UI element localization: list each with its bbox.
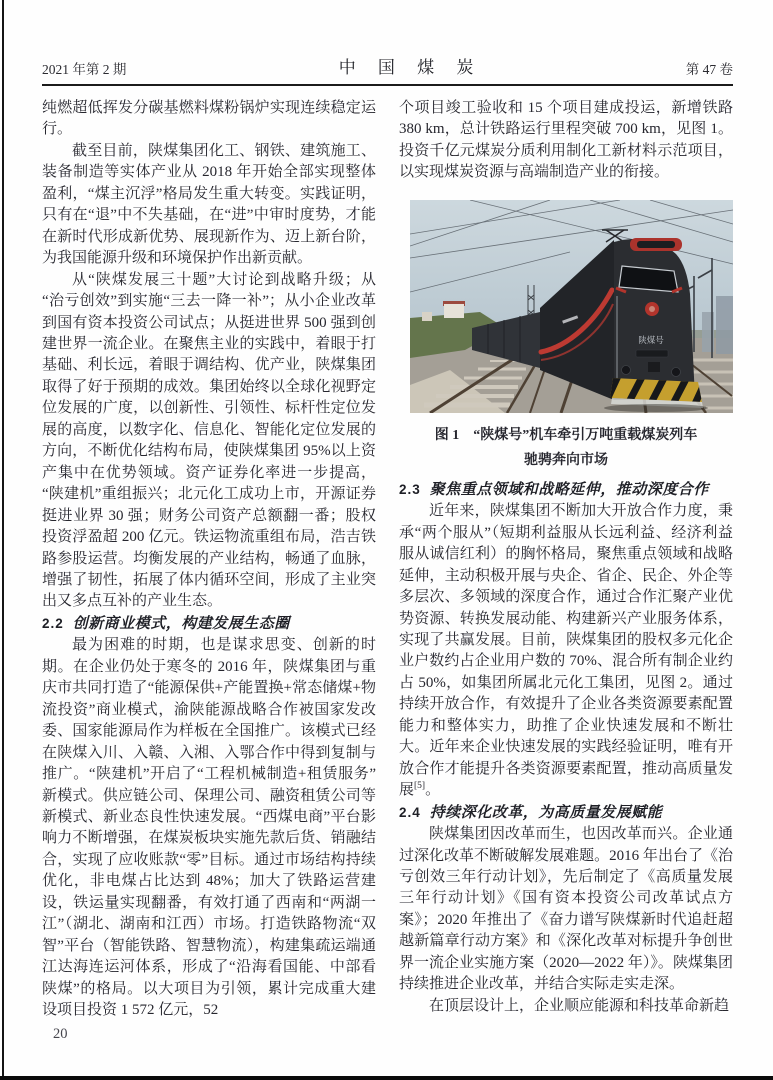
left-column <box>42 98 376 1021</box>
right-column <box>399 98 733 1017</box>
header-volume: 第 47 卷 <box>685 62 733 77</box>
right-column-top <box>399 98 733 184</box>
section-number: 2.3 <box>399 481 421 497</box>
paragraph: 陕煤集团因改革而生，也因改革而兴。企业通过深化改革不断破解发展难题。2016 年出台了《治亏创效三年行动计划》，先后制定了《高质量发展三年行动计划》《国有资本投资公司改革试点方案》；2020 年推出了《奋力谱写陕煤新时代追赶超越新篇章行动方案》和《深化改革对标提升争创世界一流企业实施方案（2020—2022 年）》。陕煤集团持续推进企业改革，并结合实际走实走深。 <box>399 826 733 993</box>
loco-name-label: 陕煤号 <box>638 334 664 345</box>
paragraph: 近年来，陕煤集团不断加大开放合作力度，秉承“两个服从”（短期利益服从长远利益、经济利益服从诚信红利）的胸怀格局，聚焦重点领域和战略延伸，主动积极开展与央企、省企、民企、外企等多层次、多领域的深度合作，通过合作汇聚产业优势资源、转换发展动能、构建新兴产业服务体系，实现了共赢发展。目前，陕煤集团的股权多元化企业户数约占企业用户数的 70%、混合所有制企业约占 50%，如集团所属北元化工集团，见图 2。通过持续开放合作，有效提升了企业各类资源要素配置能力和整体实力，助推了企业快速发展和不断壮大。近年来企业快速发展的实践经验证明，唯有开放合作才能提升各类资源要素配置，推动高质量发展[5]。 <box>399 503 733 799</box>
section-heading <box>399 479 733 501</box>
train-photo <box>410 200 733 413</box>
section-heading <box>399 802 733 824</box>
figure-caption <box>399 423 733 473</box>
journal-title: 中 国 煤 炭 <box>338 58 483 77</box>
paragraph: 最为困难的时期，也是谋求思变、创新的时期。在企业仍处于寒冬的 2016 年，陕煤集团与重庆市共同打造了“能源保供+产能置换+常态储煤+物流投资”商业模式，渝陕能源战略合作被国家发改委、国家能源局作为样板在全国推广。该模式已经在陕煤入川、入赣、入湘、入鄂合作中得到复制与推广。“陕建机”开启了“工程机械制造+租赁服务”新模式。供应链公司、保理公司、融资租赁公司等新模式、新业态良性快速发展。“西煤电商”平台影响力不断增强，在煤炭板块实施先款后货、销融结合，实现了应收账款“零”目标。通过市场结构持续优化，非电煤占比达到 48%；加大了铁路运营建设，铁运量实现翻番，有效打通了西南和“两湖一江”（湖北、湖南和江西）市场。打造铁路物流“双智”平台（智能铁路、智慧物流），构建集疏运端通江达海连运河体系，形成了“沿海看国能、中部看陕煤”的格局。以大项目为引领，累计完成重大建设项目投资 1 572 亿元，52 <box>42 637 376 1019</box>
small-building <box>444 304 464 318</box>
paragraph: 从“陕煤发展三十题”大讨论到战略升级；从“治亏创效”到实施“三去一降一补”；从小企业改革到国有资本投资公司试点；从挺进世界 500 强到创建世界一流企业。在聚焦主业的实践中，着眼于打基础、利长远，着眼于调结构、优产业，陕煤集团取得了好于预期的成效。集团始终以全球化视野定位发展的广度，以创新性、引领性、标杆性定位发展的高度，以数字化、信息化、智能化定位发展的方向，不断优化结构布局，使陕煤集团 95%以上资产集中在优势领域。资产证券化率进一步提高，“陕建机”重组振兴；北元化工成功上市，开源证券挺进业界 30 强；财务公司资产总额翻一番；股权投资浮盈超 200 亿元。铁运物流重组布局，浩吉铁路参股运营。均衡发展的产业结构，畅通了血脉，增强了韧性，拓展了体内循环空间，形成了主业突出又多点互补的产业生态。 <box>42 271 376 610</box>
paragraph: 在顶层设计上，企业顺应能源和科技革命新趋 <box>429 997 730 1014</box>
paragraph: 截至目前，陕煤集团化工、钢铁、建筑施工、装备制造等实体产业从 2018 年开始全部实现整体盈利，“煤主沉浮”格局发生重大转变。实践证明，只有在“退”中不失基础，在“进”中审时度势，才能在新时代形成新优势、展现新作为、迈上新台阶，为我国能源升级和环境保护作出新贡献。 <box>42 142 376 267</box>
page-number: 20 <box>53 1026 68 1042</box>
paragraph: 个项目竣工验收和 15 个项目建成投运，新增铁路 380 km，总计铁路运行里程突破 700 km，见图 1。投资千亿元煤炭分质利用制化工新材料示范项目，以实现煤炭资源与高端制造产业的衔接。 <box>399 100 733 181</box>
scan-edge-bottom <box>0 1076 773 1080</box>
journal-header <box>42 50 733 86</box>
section-title: 创新商业模式，构建发展生态圈 <box>72 615 290 632</box>
section-number: 2.4 <box>399 804 421 820</box>
citation-marker: [5] <box>414 781 426 792</box>
paragraph: 纯燃超低挥发分碳基燃料煤粉锅炉实现连续稳定运行。 <box>42 100 376 138</box>
section-title: 聚焦重点领域和战略延伸，推动深度合作 <box>429 481 709 498</box>
section-number: 2.2 <box>42 615 64 631</box>
section-heading <box>42 613 376 635</box>
figure-caption-line1: 图 1 “陕煤号”机车牵引万吨重载煤炭列车 <box>434 427 698 443</box>
distant-buildings <box>716 296 733 354</box>
scan-edge-left <box>2 0 4 1080</box>
header-issue: 2021 年第 2 期 <box>42 62 127 77</box>
figure-1 <box>399 200 733 473</box>
section-title: 持续深化改革，为高质量发展赋能 <box>429 804 663 821</box>
figure-caption-line2: 驰骋奔向市场 <box>524 452 608 468</box>
right-column-bottom <box>399 479 733 1017</box>
